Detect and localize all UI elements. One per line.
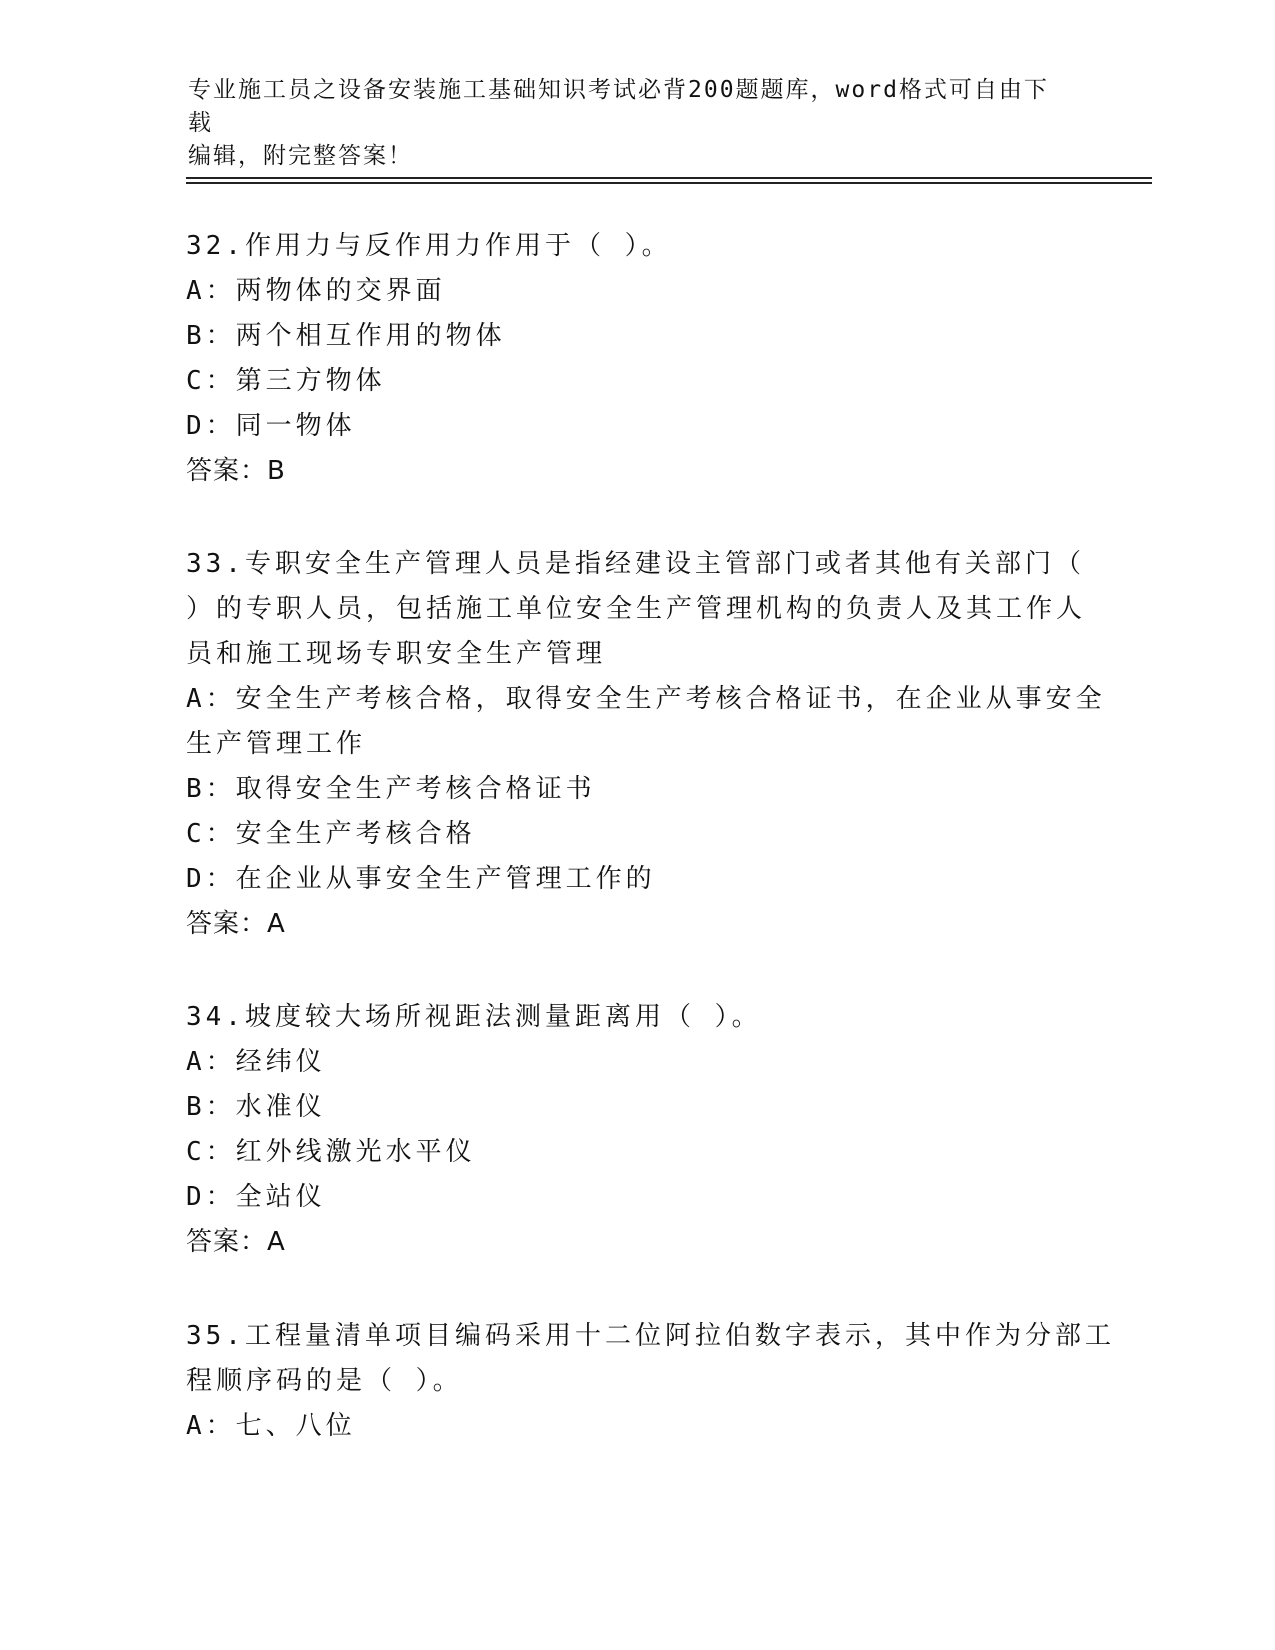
question-34 [186,995,1086,1265]
header-divider-bottom [186,182,1152,184]
header-divider-top [186,177,1152,179]
option-c: C：安全生产考核合格 [186,819,476,849]
option-a: A：经纬仪 [186,1047,326,1077]
option-d: D：在企业从事安全生产管理工作的 [186,864,656,894]
document-header [188,74,1068,173]
answer: 答案：A [186,909,286,939]
question-text: 35.工程量清单项目编码采用十二位阿拉伯数字表示，其中作为分部工 [186,1321,1115,1351]
question-text: 34.坡度较大场所视距法测量距离用（ ）。 [186,1002,762,1032]
option-c: C：红外线激光水平仪 [186,1137,476,1167]
question-33 [186,542,1106,947]
question-text: ）的专职人员，包括施工单位安全生产管理机构的负责人及其工作人 [186,594,1087,624]
option-b: B：水准仪 [186,1092,326,1122]
option-a: A：安全生产考核合格，取得安全生产考核合格证书，在企业从事安全 [186,684,1106,714]
option-a-continued: 生产管理工作 [186,729,367,759]
question-text: 33.专职安全生产管理人员是指经建设主管部门或者其他有关部门（ [186,549,1085,579]
answer: 答案：B [186,456,286,486]
option-b: B：取得安全生产考核合格证书 [186,774,596,804]
option-d: D：全站仪 [186,1182,326,1212]
option-a: A：两物体的交界面 [186,276,446,306]
question-text: 员和施工现场专职安全生产管理 [186,639,607,669]
answer: 答案：A [186,1227,286,1257]
question-35 [186,1314,1115,1449]
header-line-1: 专业施工员之设备安装施工基础知识考试必背200题题库，word格式可自由下载 [188,77,1049,136]
option-a: A：七、八位 [186,1411,356,1441]
option-d: D：同一物体 [186,411,356,441]
question-32 [186,224,1086,494]
question-text: 程顺序码的是（ ）。 [186,1366,463,1396]
header-line-2: 编辑，附完整答案！ [188,143,413,169]
option-c: C：第三方物体 [186,366,386,396]
question-text: 32.作用力与反作用力作用于（ ）。 [186,231,672,261]
option-b: B：两个相互作用的物体 [186,321,506,351]
